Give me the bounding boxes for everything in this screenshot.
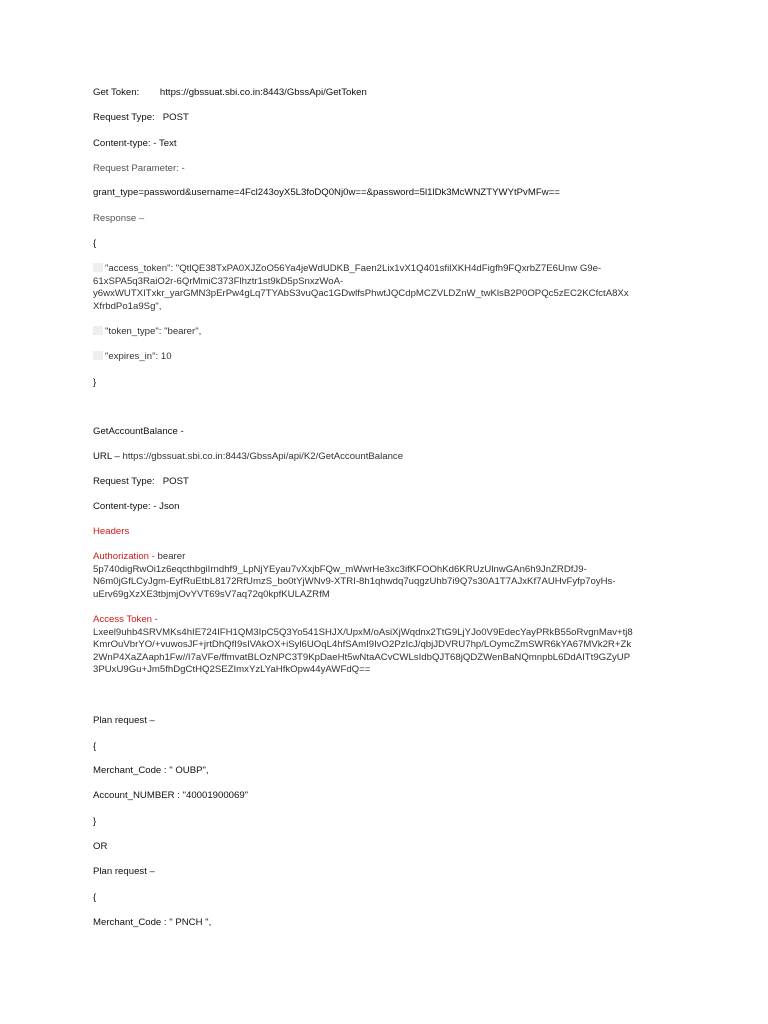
- plan-request-1-merchant-code: Merchant_Code : " OUBP",: [93, 765, 209, 776]
- plan-request-1-account-number: Account_NUMBER : "40001900069": [93, 790, 249, 801]
- balance-content-type-label: Content-type: -: [93, 501, 157, 512]
- request-parameter-label: Request Parameter: -: [93, 163, 185, 174]
- get-token-line: [93, 87, 367, 99]
- balance-url: https://gbssuat.sbi.co.in:8443/GbssApi/api/K2/GetAccountBalance: [122, 451, 404, 462]
- authorization-dash: -: [151, 551, 155, 562]
- plan-request-1-open-brace: {: [93, 741, 97, 752]
- balance-url-label: URL –: [93, 451, 120, 462]
- authorization-line-3: uErv69gXzXE3tbjmjOvYVT69sV7aq72q0kpfKULAZRfM: [93, 588, 330, 600]
- indent-marker: [93, 351, 103, 360]
- indent-marker: [93, 263, 103, 272]
- access-token-line-2: 61xSPA5q3RaiO2r-6QrMmiC373Flhztr1st9kD5pSnxzWoA-: [93, 275, 344, 287]
- authorization-line-2: N6m0jGfLCyJgm-EyfRuEtbL8172RfUmzS_bo0tYjWNv9-XTRI-8h1qhwdq7uqgzUhb7i9Q7s30A1T7AJxKf7AUHvFyfp7oyHs-: [93, 576, 616, 587]
- grant-type-line: grant_type=password&username=4Fcl243oyX5L3foDQ0Nj0w==&password=5l1lDk3McWNZTYWYtPvMFw==: [93, 187, 560, 198]
- response-label: Response –: [93, 213, 145, 224]
- plan-request-2-merchant-code: Merchant_Code : " PNCH ",: [93, 917, 212, 928]
- access-token-header-block: [93, 614, 683, 677]
- balance-content-type-line: [93, 501, 179, 513]
- plan-request-1-title: Plan request –: [93, 715, 155, 726]
- access-token-header-label: Access Token -: [93, 614, 158, 625]
- content-type-label: Content-type: -: [93, 138, 157, 149]
- balance-request-type-value: POST: [162, 476, 189, 487]
- authorization-label: Authorization: [93, 551, 149, 562]
- expires-in-line: "expires_in": 10: [93, 351, 172, 363]
- access-token-line-4: XfrbdPo1a9Sg",: [93, 300, 162, 312]
- content-type-line: [93, 138, 177, 150]
- balance-url-line: [93, 451, 403, 463]
- access-token-header-line-1: Lxeel9uhb4SRVMKs4hIE724IFH1QM3IpC5Q3Yo541SHJX/UpxM/oAsiXjWqdnx2TtG9LjYJo0V9EdecYayPRkB55oRvgnMav+tj8: [93, 626, 633, 638]
- access-token-line-1: "access_token": "QtlQE38TxPA0XJZoO56Ya4jeWdUDKB_Faen2Lix1vX1Q401sfilXKH4dFigfh9FQxrbZ7E6Unw G9e-: [93, 263, 683, 276]
- request-type-value: POST: [162, 112, 189, 123]
- access-token-header-line-4: 3PUxU9Gu+Jm5fhDgCtHQ2SEZImxYzLYaHfkOpw44yAWFdQ==: [93, 664, 371, 675]
- balance-content-type-value: Json: [159, 501, 180, 512]
- get-account-balance-title: GetAccountBalance -: [93, 426, 184, 437]
- content-type-value: Text: [158, 138, 177, 149]
- headers-label: Headers: [93, 526, 130, 537]
- balance-request-type-label: Request Type:: [93, 476, 155, 487]
- get-token-label: Get Token:: [93, 87, 140, 98]
- response-open-brace: {: [93, 238, 97, 249]
- authorization-block: [93, 551, 683, 601]
- access-token-block: [93, 263, 683, 313]
- request-type-label: Request Type:: [93, 112, 155, 123]
- authorization-scheme: bearer: [157, 551, 186, 562]
- plan-request-2-title: Plan request –: [93, 866, 155, 877]
- indent-marker: [93, 326, 103, 335]
- token-type-line: "token_type": "bearer",: [93, 326, 201, 338]
- access-token-header-line-3: 2WnP4XaZAaph1Fw//I7aVFe/ffmvatBLOzNPC3T9KpDaeHt5wNtaACvCWLsIdbQJT68jQDZWenBaNQmnpbL6DdAITt9GZyUP: [93, 651, 631, 663]
- access-token-line-3: y6wxWUTXITxkr_yarGMN3pErPw4gLq7TYAbS3vuQac1GDwlfsPhwtJQCdpMCZVLDZnW_twKlsB2P0OPQc5zEC2KCfctA8Xx: [93, 288, 629, 299]
- plan-request-2-open-brace: {: [93, 892, 97, 903]
- response-close-brace: }: [93, 377, 97, 388]
- plan-request-1-close-brace: }: [93, 816, 97, 827]
- request-type-line: [93, 112, 189, 124]
- get-token-url: https://gbssuat.sbi.co.in:8443/GbssApi/GetToken: [159, 87, 367, 98]
- access-token-header-line-2: KmrOuVbrYO/+vuwosJF+jrtDhQfI9sIVAkOX+iSyl6UOqL4hfSAmI9IvO2PzIcJ/qbjJDVRU7hp/LOymcZmSWR6kYA67MVk2R+Zk: [93, 639, 632, 650]
- authorization-heading: [93, 551, 683, 564]
- or-label: OR: [93, 841, 108, 852]
- balance-request-type-line: [93, 476, 189, 488]
- authorization-line-1: 5p740digRwOi1z6eqcthbgiIrndhf9_LpNjYEyau7vXxjbFQw_mWwrHe3xc3ifKFOOhKd6KRUzUlnwGAn6h9JnZRDfJ9-: [93, 563, 587, 575]
